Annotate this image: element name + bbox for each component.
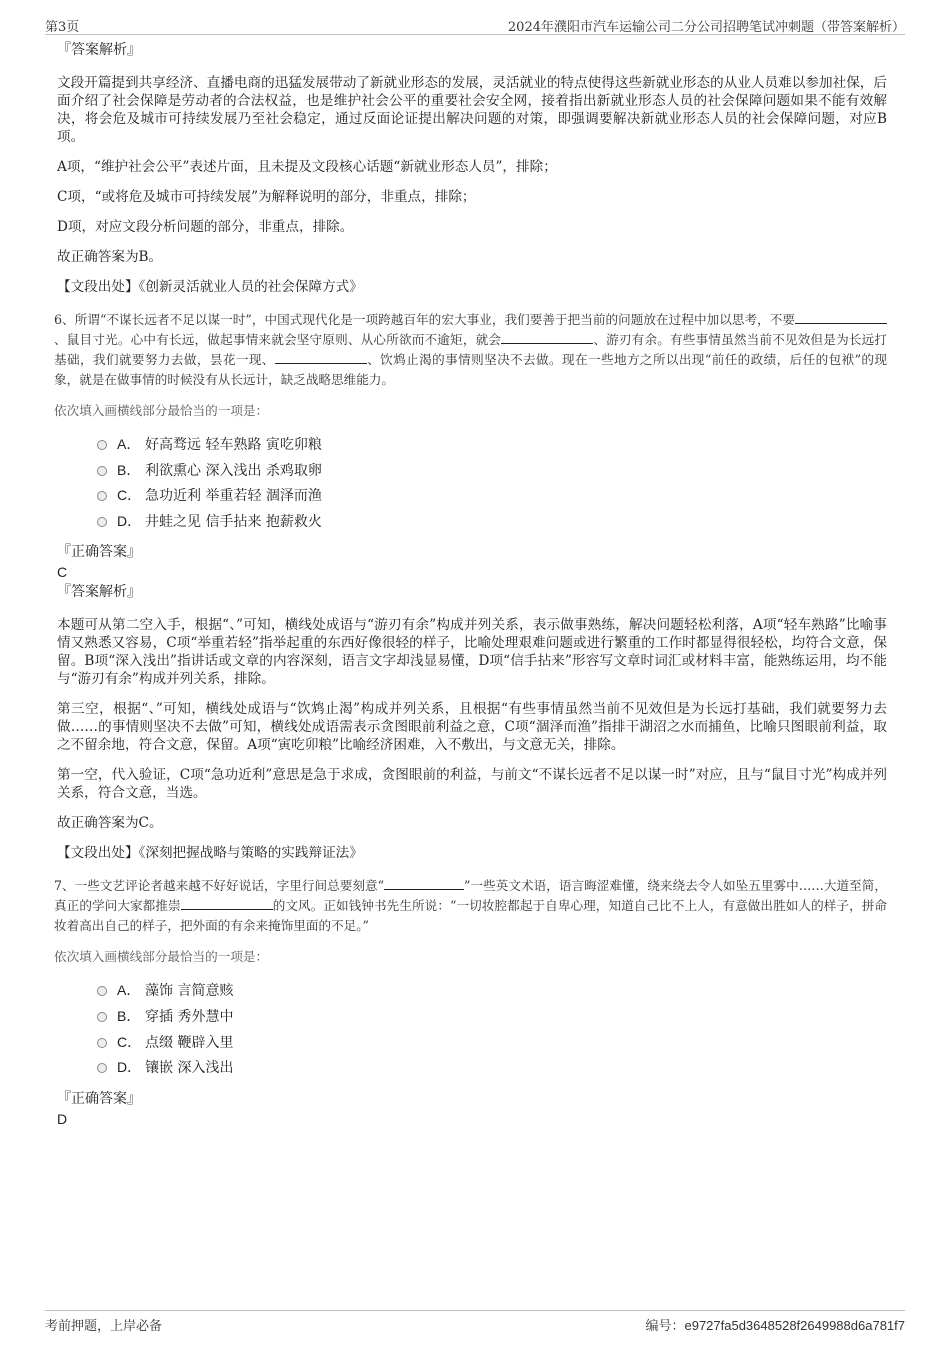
option-a[interactable]: A． 好高骛远 轻车熟路 寅吃卯粮	[97, 432, 887, 458]
analysis-option-c: C项，“或将危及城市可持续发展”为解释说明的部分，非重点，排除；	[57, 189, 476, 205]
question-6-options	[97, 432, 887, 534]
radio-icon[interactable]	[97, 986, 107, 996]
blank-2	[501, 331, 593, 344]
option-c[interactable]: C． 急功近利 举重若轻 涸泽而渔	[97, 483, 887, 509]
blank-3	[275, 351, 367, 364]
question-7-stem: 7、一些文艺评论者越来越不好好说话，字里行间总要刻意“ ”一些英文术语，语言晦涩难懂，绕来绕去令人如坠五里雾中……大道至简，真正的学问大家都推崇 的文风。正如钱钟书先生所说：“一切妆腔都起于自卑心理，知道自己比不上人，有意做出胜如人的样子，拼命妆着高出自己的样子，把外面的有余来掩饰里面的不足。”	[54, 878, 887, 934]
question-6-stem: 6、所谓“不谋长远者不足以谋一时”，中国式现代化是一项跨越百年的宏大事业，我们要善于把当前的问题放在过程中加以思考，不要、鼠目寸光。心中有长远，做起事情来就会坚守原则、从心所欲而不逾矩，就会 、游刃有余。有些事情虽然当前不见效但是为长远打基础，我们就要努力去做，昙花一现、 、饮鸩止渴的事情则坚决不去做。现在一些地方之所以出现“前任的政绩，后任的包袱”的现象，就是在做事情的时候没有从长远计，缺乏战略思维能力。	[54, 312, 888, 387]
analysis-option-d: D项，对应文段分析问题的部分，非重点，排除。	[57, 219, 354, 235]
blank-1	[795, 311, 887, 324]
radio-icon[interactable]	[97, 1038, 107, 1048]
correct-answer: C	[57, 564, 68, 581]
page-footer	[45, 1310, 905, 1333]
analysis-tag: 『答案解析』	[57, 42, 141, 58]
source-citation: 【文段出处】《深刻把握战略与策略的实践辩证法》	[57, 845, 363, 862]
blank-1	[384, 877, 464, 890]
answer-tag: 『正确答案』	[57, 1090, 141, 1107]
answer-tag: 『正确答案』	[57, 544, 141, 561]
option-b[interactable]: B． 穿插 秀外慧中	[97, 1004, 887, 1030]
conclusion: 故正确答案为B。	[57, 249, 163, 265]
radio-icon[interactable]	[97, 466, 107, 476]
analysis-option-a: A项，“维护社会公平”表述片面，且未提及文段核心话题“新就业形态人员”，排除；	[57, 159, 557, 175]
document-title: 2024年濮阳市汽车运输公司二分公司招聘笔试冲刺题（带答案解析）	[507, 20, 905, 35]
blank-2	[181, 897, 273, 910]
question-7-options	[97, 978, 887, 1080]
analysis-paragraph: 文段开篇提到共享经济、直播电商的迅猛发展带动了新就业形态的发展，灵活就业的特点使得这些新就业形态的从业人员难以参加社保，后面介绍了社会保障是劳动者的合法权益，也是维护社会公平的重要社会安全网，接着指出新就业形态人员的社会保障问题如果不能有效解决，将会危及城市可持续发展乃至社会稳定，通过反面论证提出解决问题的对策，即强调要解决新就业形态人员的社会保障问题，对应B项。	[57, 75, 887, 145]
option-d[interactable]: D． 镶嵌 深入浅出	[97, 1055, 887, 1081]
page-number: 第3页	[45, 20, 80, 35]
analysis-paragraph: 第一空，代入验证，C项“急功近利”意思是急于求成，贪图眼前的利益，与前文“不谋长远者不足以谋一时”对应，且与“鼠目寸光”构成并列关系，符合文意，当选。	[57, 767, 887, 802]
option-d[interactable]: D． 井蛙之见 信手拈来 抱薪救火	[97, 509, 887, 535]
page-content	[54, 40, 888, 1129]
option-b[interactable]: B． 利欲熏心 深入浅出 杀鸡取卵	[97, 458, 887, 484]
analysis-paragraph: 第三空，根据“、”可知，横线处成语与“饮鸩止渴”构成并列关系，且根据“有些事情虽然当前不见效但是为长远打基础，我们就要努力去做……的事情则坚决不去做”可知，横线处成语需表示贪图眼前利益之意，C项“涸泽而渔”指排干湖沼之水而捕鱼，比喻只图眼前利益，取之不留余地，符合文意，保留。A项“寅吃卯粮”比喻经济困难，入不敷出，与文意无关，排除。	[57, 701, 887, 754]
radio-icon[interactable]	[97, 1063, 107, 1073]
question-7-hint: 依次填入画横线部分最恰当的一项是：	[54, 949, 269, 965]
radio-icon[interactable]	[97, 517, 107, 527]
question-6-hint: 依次填入画横线部分最恰当的一项是：	[54, 403, 269, 418]
conclusion: 故正确答案为C。	[57, 815, 163, 832]
page-header	[45, 14, 905, 35]
radio-icon[interactable]	[97, 440, 107, 450]
analysis-tag: 『答案解析』	[57, 584, 141, 601]
option-c[interactable]: C． 点缀 鞭辟入里	[97, 1030, 887, 1056]
correct-answer: D	[57, 1110, 68, 1127]
document-code: 编号：e9727fa5d3648528f2649988d6a781f7	[645, 1318, 905, 1333]
radio-icon[interactable]	[97, 1012, 107, 1022]
analysis-paragraph: 本题可从第二空入手，根据“、”可知，横线处成语与“游刃有余”构成并列关系，表示做事熟练，解决问题轻松利落，A项“轻车熟路”比喻事情又熟悉又容易，C项“举重若轻”指举起重的东西好像很轻的样子，比喻处理艰难问题或进行繁重的工作时都显得很轻松，均符合文意，保留。B项“深入浅出”指讲话或文章的内容深刻，语言文字却浅显易懂，D项“信手拈来”形容写文章时词汇或材料丰富，能熟练运用，均不能与“游刃有余”构成并列关系，排除。	[57, 617, 887, 688]
option-a[interactable]: A． 藻饰 言简意赅	[97, 978, 887, 1004]
source-citation: 【文段出处】《创新灵活就业人员的社会保障方式》	[57, 279, 363, 295]
footer-slogan: 考前押题，上岸必备	[45, 1319, 163, 1334]
radio-icon[interactable]	[97, 491, 107, 501]
